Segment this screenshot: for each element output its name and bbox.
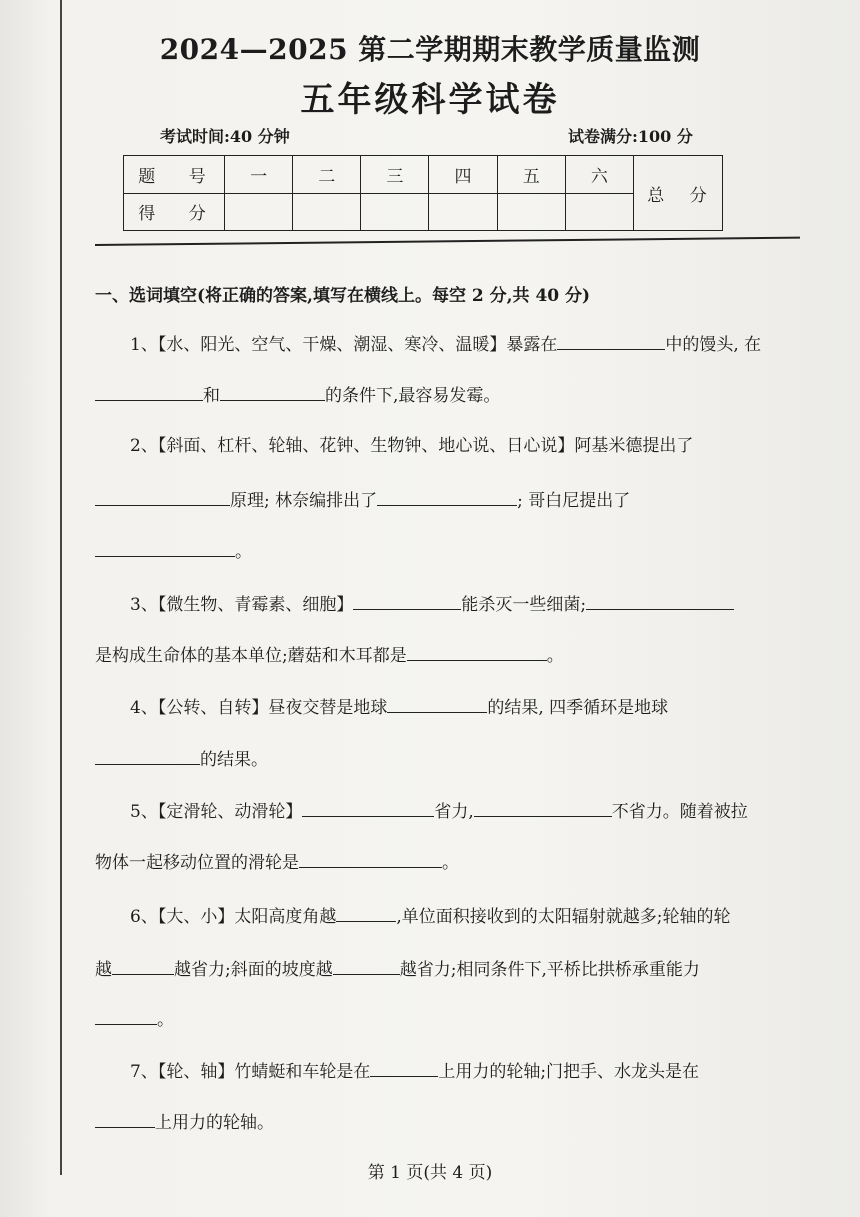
question-4-line-2 bbox=[95, 748, 268, 770]
q5-blank-3[interactable] bbox=[299, 851, 442, 868]
q5-text-d: 物体一起移动位置的滑轮是 bbox=[95, 853, 299, 873]
q2-text-d: 。 bbox=[235, 542, 252, 562]
score-cell-2[interactable] bbox=[293, 193, 361, 231]
question-3-line-2 bbox=[95, 644, 564, 666]
q4-blank-1[interactable] bbox=[387, 696, 487, 713]
q6-blank-1[interactable] bbox=[336, 905, 396, 922]
q3-text-a: 3、【微生物、青霉素、细胞】 bbox=[130, 595, 354, 615]
question-number-label: 题 号 bbox=[124, 156, 225, 194]
q3-text-d: 。 bbox=[546, 646, 564, 666]
q3-text-b: 能杀灭一些细菌; bbox=[461, 595, 587, 615]
score-label: 得 分 bbox=[124, 193, 225, 231]
q7-text-a: 7、【轮、轴】竹蜻蜓和车轮是在 bbox=[130, 1062, 371, 1082]
q7-text-c: 上用力的轮轴。 bbox=[155, 1113, 274, 1133]
question-1-line-1 bbox=[130, 333, 761, 355]
q5-text-b: 省力, bbox=[434, 802, 474, 822]
q6-text-c: 越 bbox=[95, 960, 112, 980]
total-score-label: 总 分 bbox=[634, 156, 723, 231]
score-table-score-row bbox=[124, 193, 723, 231]
score-cell-5[interactable] bbox=[497, 193, 565, 231]
question-2-line-1 bbox=[130, 436, 693, 456]
q1-text-a: 1、【水、阳光、空气、干燥、潮湿、寒冷、温暖】暴露在 bbox=[130, 335, 558, 355]
q2-text-b: 原理; 林奈编排出了 bbox=[230, 491, 378, 511]
score-col-1: 一 bbox=[225, 156, 293, 194]
question-2-line-2 bbox=[95, 489, 630, 511]
question-6-line-1 bbox=[130, 905, 730, 927]
question-6-line-2 bbox=[95, 958, 700, 980]
question-4-line-1 bbox=[130, 696, 668, 718]
q2-text-c: ; 哥白尼提出了 bbox=[517, 491, 631, 511]
question-7-line-2 bbox=[95, 1111, 274, 1133]
exam-subtitle: 五年级科学试卷 bbox=[300, 80, 560, 120]
q1-blank-1[interactable] bbox=[557, 333, 665, 350]
score-cell-4[interactable] bbox=[429, 193, 497, 231]
q5-text-c: 不省力。随着被拉 bbox=[611, 802, 748, 822]
q5-text-e: 。 bbox=[442, 853, 459, 873]
q1-text-b: 中的馒头, 在 bbox=[665, 335, 762, 355]
q1-text-c: 和 bbox=[203, 386, 220, 406]
q6-blank-3[interactable] bbox=[333, 958, 400, 975]
q7-blank-2[interactable] bbox=[95, 1111, 155, 1128]
q3-blank-2[interactable] bbox=[586, 593, 734, 610]
full-score: 试卷满分:100 分 bbox=[568, 127, 693, 146]
q6-text-e: 越省力;相同条件下,平桥比拱桥承重能力 bbox=[399, 960, 700, 980]
question-2-line-3 bbox=[95, 540, 252, 562]
q1-blank-3[interactable] bbox=[220, 384, 325, 401]
score-col-2: 二 bbox=[293, 156, 361, 194]
q3-text-c: 是构成生命体的基本单位;蘑菇和木耳都是 bbox=[95, 646, 407, 666]
question-3-line-1 bbox=[130, 593, 734, 615]
q6-blank-2[interactable] bbox=[112, 958, 174, 975]
q7-text-b: 上用力的轮轴;门把手、水龙头是在 bbox=[438, 1062, 700, 1082]
q2-text-a: 2、【斜面、杠杆、轮轴、花钟、生物钟、地心说、日心说】阿基米德提出了 bbox=[130, 436, 694, 456]
question-1-line-2 bbox=[95, 384, 500, 406]
score-table bbox=[123, 155, 723, 231]
question-5-line-2 bbox=[95, 851, 459, 873]
q7-blank-1[interactable] bbox=[370, 1060, 438, 1077]
q4-text-a: 4、【公转、自转】昼夜交替是地球 bbox=[130, 698, 388, 718]
q5-blank-1[interactable] bbox=[302, 800, 434, 817]
page-number: 第 1 页(共 4 页) bbox=[367, 1163, 493, 1183]
score-cell-1[interactable] bbox=[225, 193, 293, 231]
q5-blank-2[interactable] bbox=[474, 800, 612, 817]
q4-text-c: 的结果。 bbox=[200, 750, 268, 770]
q1-text-d: 的条件下,最容易发霉。 bbox=[325, 386, 501, 406]
score-col-6: 六 bbox=[565, 156, 633, 194]
exam-time: 考试时间:40 分钟 bbox=[160, 127, 290, 146]
q6-text-d: 越省力;斜面的坡度越 bbox=[174, 960, 333, 980]
score-cell-3[interactable] bbox=[361, 193, 429, 231]
q6-blank-4[interactable] bbox=[95, 1008, 157, 1025]
score-table-header-row bbox=[124, 156, 723, 194]
exam-title: 2024—2025 第二学期期末教学质量监测 bbox=[159, 33, 701, 66]
question-7-line-1 bbox=[130, 1060, 699, 1082]
score-col-4: 四 bbox=[429, 156, 497, 194]
score-col-5: 五 bbox=[497, 156, 565, 194]
q4-text-b: 的结果, 四季循环是地球 bbox=[487, 698, 669, 718]
q5-text-a: 5、【定滑轮、动滑轮】 bbox=[130, 802, 303, 822]
q1-blank-2[interactable] bbox=[95, 384, 203, 401]
binding-line bbox=[60, 0, 62, 1175]
q2-blank-1[interactable] bbox=[95, 489, 230, 506]
q3-blank-1[interactable] bbox=[353, 593, 461, 610]
q4-blank-2[interactable] bbox=[95, 748, 200, 765]
q6-text-a: 6、【大、小】太阳高度角越 bbox=[130, 907, 337, 927]
section-heading: 一、选词填空(将正确的答案,填写在横线上。每空 2 分,共 40 分) bbox=[95, 286, 591, 306]
q2-blank-2[interactable] bbox=[377, 489, 517, 506]
question-6-line-3 bbox=[95, 1008, 174, 1030]
q6-text-f: 。 bbox=[157, 1010, 174, 1030]
score-col-3: 三 bbox=[361, 156, 429, 194]
question-5-line-1 bbox=[130, 800, 748, 822]
score-cell-6[interactable] bbox=[565, 193, 633, 231]
q3-blank-3[interactable] bbox=[407, 644, 547, 661]
q2-blank-3[interactable] bbox=[95, 540, 235, 557]
q6-text-b: ,单位面积接收到的太阳辐射就越多;轮轴的轮 bbox=[396, 907, 731, 927]
